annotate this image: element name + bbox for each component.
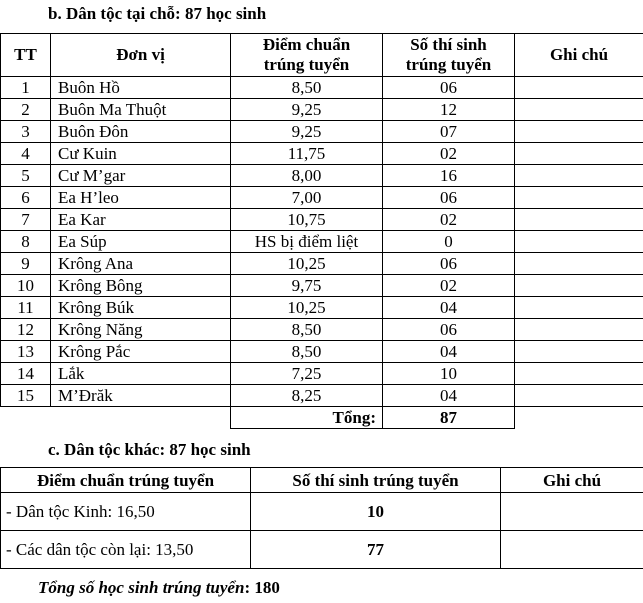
table-row <box>1 99 643 121</box>
header-so-line2: trúng tuyển <box>405 55 492 74</box>
cell-diem: 7,25 <box>231 363 383 385</box>
cell-tt: 14 <box>1 363 51 385</box>
table-row <box>1 231 643 253</box>
cell-ghi-chu <box>515 121 643 143</box>
cell-ghi-chu <box>515 363 643 385</box>
cell-tt: 5 <box>1 165 51 187</box>
cell-diem-chuan: - Dân tộc Kinh: 16,50 <box>1 493 251 531</box>
cell-diem: 8,50 <box>231 341 383 363</box>
table-header-row <box>1 34 643 77</box>
cell-tt: 3 <box>1 121 51 143</box>
cell-diem: 8,50 <box>231 319 383 341</box>
cell-don-vi: Ea Kar <box>51 209 231 231</box>
cell-so: 07 <box>383 121 515 143</box>
cell-diem: 8,50 <box>231 77 383 99</box>
table-row <box>1 493 643 531</box>
cell-don-vi: Krông Pắc <box>51 341 231 363</box>
total-empty <box>1 407 231 429</box>
section-c-table <box>0 467 643 569</box>
cell-diem-chuan: - Các dân tộc còn lại: 13,50 <box>1 531 251 569</box>
table-row <box>1 77 643 99</box>
cell-don-vi: Cư M’gar <box>51 165 231 187</box>
cell-so: 06 <box>383 319 515 341</box>
cell-ghi-chu <box>501 493 643 531</box>
cell-ghi-chu <box>515 231 643 253</box>
total-empty-right <box>515 407 643 429</box>
grand-total <box>38 578 280 598</box>
section-b-title: b. Dân tộc tại chỗ: 87 học sinh <box>48 4 267 23</box>
header-diem-line2: trúng tuyển <box>263 55 350 74</box>
table-row <box>1 297 643 319</box>
cell-ghi-chu <box>515 165 643 187</box>
cell-diem: 11,75 <box>231 143 383 165</box>
header-so-thi-sinh <box>383 34 515 77</box>
cell-so: 02 <box>383 143 515 165</box>
grand-total-value: : 180 <box>244 578 280 597</box>
cell-so: 04 <box>383 297 515 319</box>
cell-ghi-chu <box>515 319 643 341</box>
table-row <box>1 253 643 275</box>
cell-diem: 10,25 <box>231 297 383 319</box>
header-so-line1: Số thí sinh <box>410 35 487 54</box>
cell-diem: 9,25 <box>231 121 383 143</box>
cell-so: 10 <box>383 363 515 385</box>
cell-so: 77 <box>251 531 501 569</box>
cell-diem: 9,25 <box>231 99 383 121</box>
header-ghi-chu: Ghi chú <box>501 468 643 493</box>
cell-don-vi: Ea H’leo <box>51 187 231 209</box>
cell-don-vi: Buôn Đôn <box>51 121 231 143</box>
cell-tt: 4 <box>1 143 51 165</box>
cell-tt: 10 <box>1 275 51 297</box>
header-don-vi: Đơn vị <box>51 34 231 77</box>
cell-tt: 9 <box>1 253 51 275</box>
header-diem-chuan <box>231 34 383 77</box>
table-header-row <box>1 468 643 493</box>
cell-tt: 11 <box>1 297 51 319</box>
cell-ghi-chu <box>515 385 643 407</box>
section-b-table <box>0 33 643 429</box>
table-row <box>1 385 643 407</box>
total-row <box>1 407 643 429</box>
cell-tt: 15 <box>1 385 51 407</box>
cell-so: 12 <box>383 99 515 121</box>
cell-tt: 12 <box>1 319 51 341</box>
grand-total-label: Tổng số học sinh trúng tuyển <box>38 578 245 597</box>
cell-so: 02 <box>383 209 515 231</box>
cell-diem: 8,25 <box>231 385 383 407</box>
cell-so: 06 <box>383 253 515 275</box>
total-label: Tổng: <box>231 407 383 429</box>
cell-diem: 7,00 <box>231 187 383 209</box>
cell-so: 06 <box>383 187 515 209</box>
header-diem-chuan: Điểm chuẩn trúng tuyển <box>1 468 251 493</box>
cell-don-vi: Buôn Ma Thuột <box>51 99 231 121</box>
header-so-thi-sinh: Số thí sinh trúng tuyển <box>251 468 501 493</box>
table-row <box>1 187 643 209</box>
cell-diem: 8,00 <box>231 165 383 187</box>
cell-don-vi: Cư Kuin <box>51 143 231 165</box>
table-row <box>1 341 643 363</box>
cell-ghi-chu <box>515 209 643 231</box>
table-row <box>1 121 643 143</box>
table-row <box>1 143 643 165</box>
cell-don-vi: M’Đrăk <box>51 385 231 407</box>
cell-so: 0 <box>383 231 515 253</box>
table-row <box>1 531 643 569</box>
cell-ghi-chu <box>515 275 643 297</box>
cell-so: 04 <box>383 385 515 407</box>
cell-ghi-chu <box>515 253 643 275</box>
cell-so: 04 <box>383 341 515 363</box>
cell-so: 06 <box>383 77 515 99</box>
cell-diem: 10,75 <box>231 209 383 231</box>
cell-ghi-chu <box>515 341 643 363</box>
cell-don-vi: Buôn Hồ <box>51 77 231 99</box>
header-tt: TT <box>1 34 51 77</box>
cell-ghi-chu <box>515 187 643 209</box>
cell-don-vi: Lắk <box>51 363 231 385</box>
cell-don-vi: Krông Năng <box>51 319 231 341</box>
table-row <box>1 363 643 385</box>
total-value: 87 <box>383 407 515 429</box>
cell-tt: 2 <box>1 99 51 121</box>
cell-so: 02 <box>383 275 515 297</box>
cell-ghi-chu <box>501 531 643 569</box>
cell-don-vi: Krông Bông <box>51 275 231 297</box>
cell-so: 16 <box>383 165 515 187</box>
cell-ghi-chu <box>515 297 643 319</box>
table-row <box>1 209 643 231</box>
cell-tt: 7 <box>1 209 51 231</box>
cell-diem: 9,75 <box>231 275 383 297</box>
cell-ghi-chu <box>515 77 643 99</box>
table-row <box>1 165 643 187</box>
cell-diem: HS bị điểm liệt <box>231 231 383 253</box>
header-ghi-chu: Ghi chú <box>515 34 643 77</box>
cell-tt: 13 <box>1 341 51 363</box>
table-row <box>1 275 643 297</box>
cell-diem: 10,25 <box>231 253 383 275</box>
cell-tt: 8 <box>1 231 51 253</box>
cell-don-vi: Krông Búk <box>51 297 231 319</box>
cell-so: 10 <box>251 493 501 531</box>
cell-tt: 6 <box>1 187 51 209</box>
header-diem-line1: Điểm chuẩn <box>262 35 351 54</box>
cell-tt: 1 <box>1 77 51 99</box>
cell-don-vi: Krông Ana <box>51 253 231 275</box>
cell-ghi-chu <box>515 143 643 165</box>
cell-don-vi: Ea Súp <box>51 231 231 253</box>
table-row <box>1 319 643 341</box>
cell-ghi-chu <box>515 99 643 121</box>
section-c-title: c. Dân tộc khác: 87 học sinh <box>48 440 251 459</box>
